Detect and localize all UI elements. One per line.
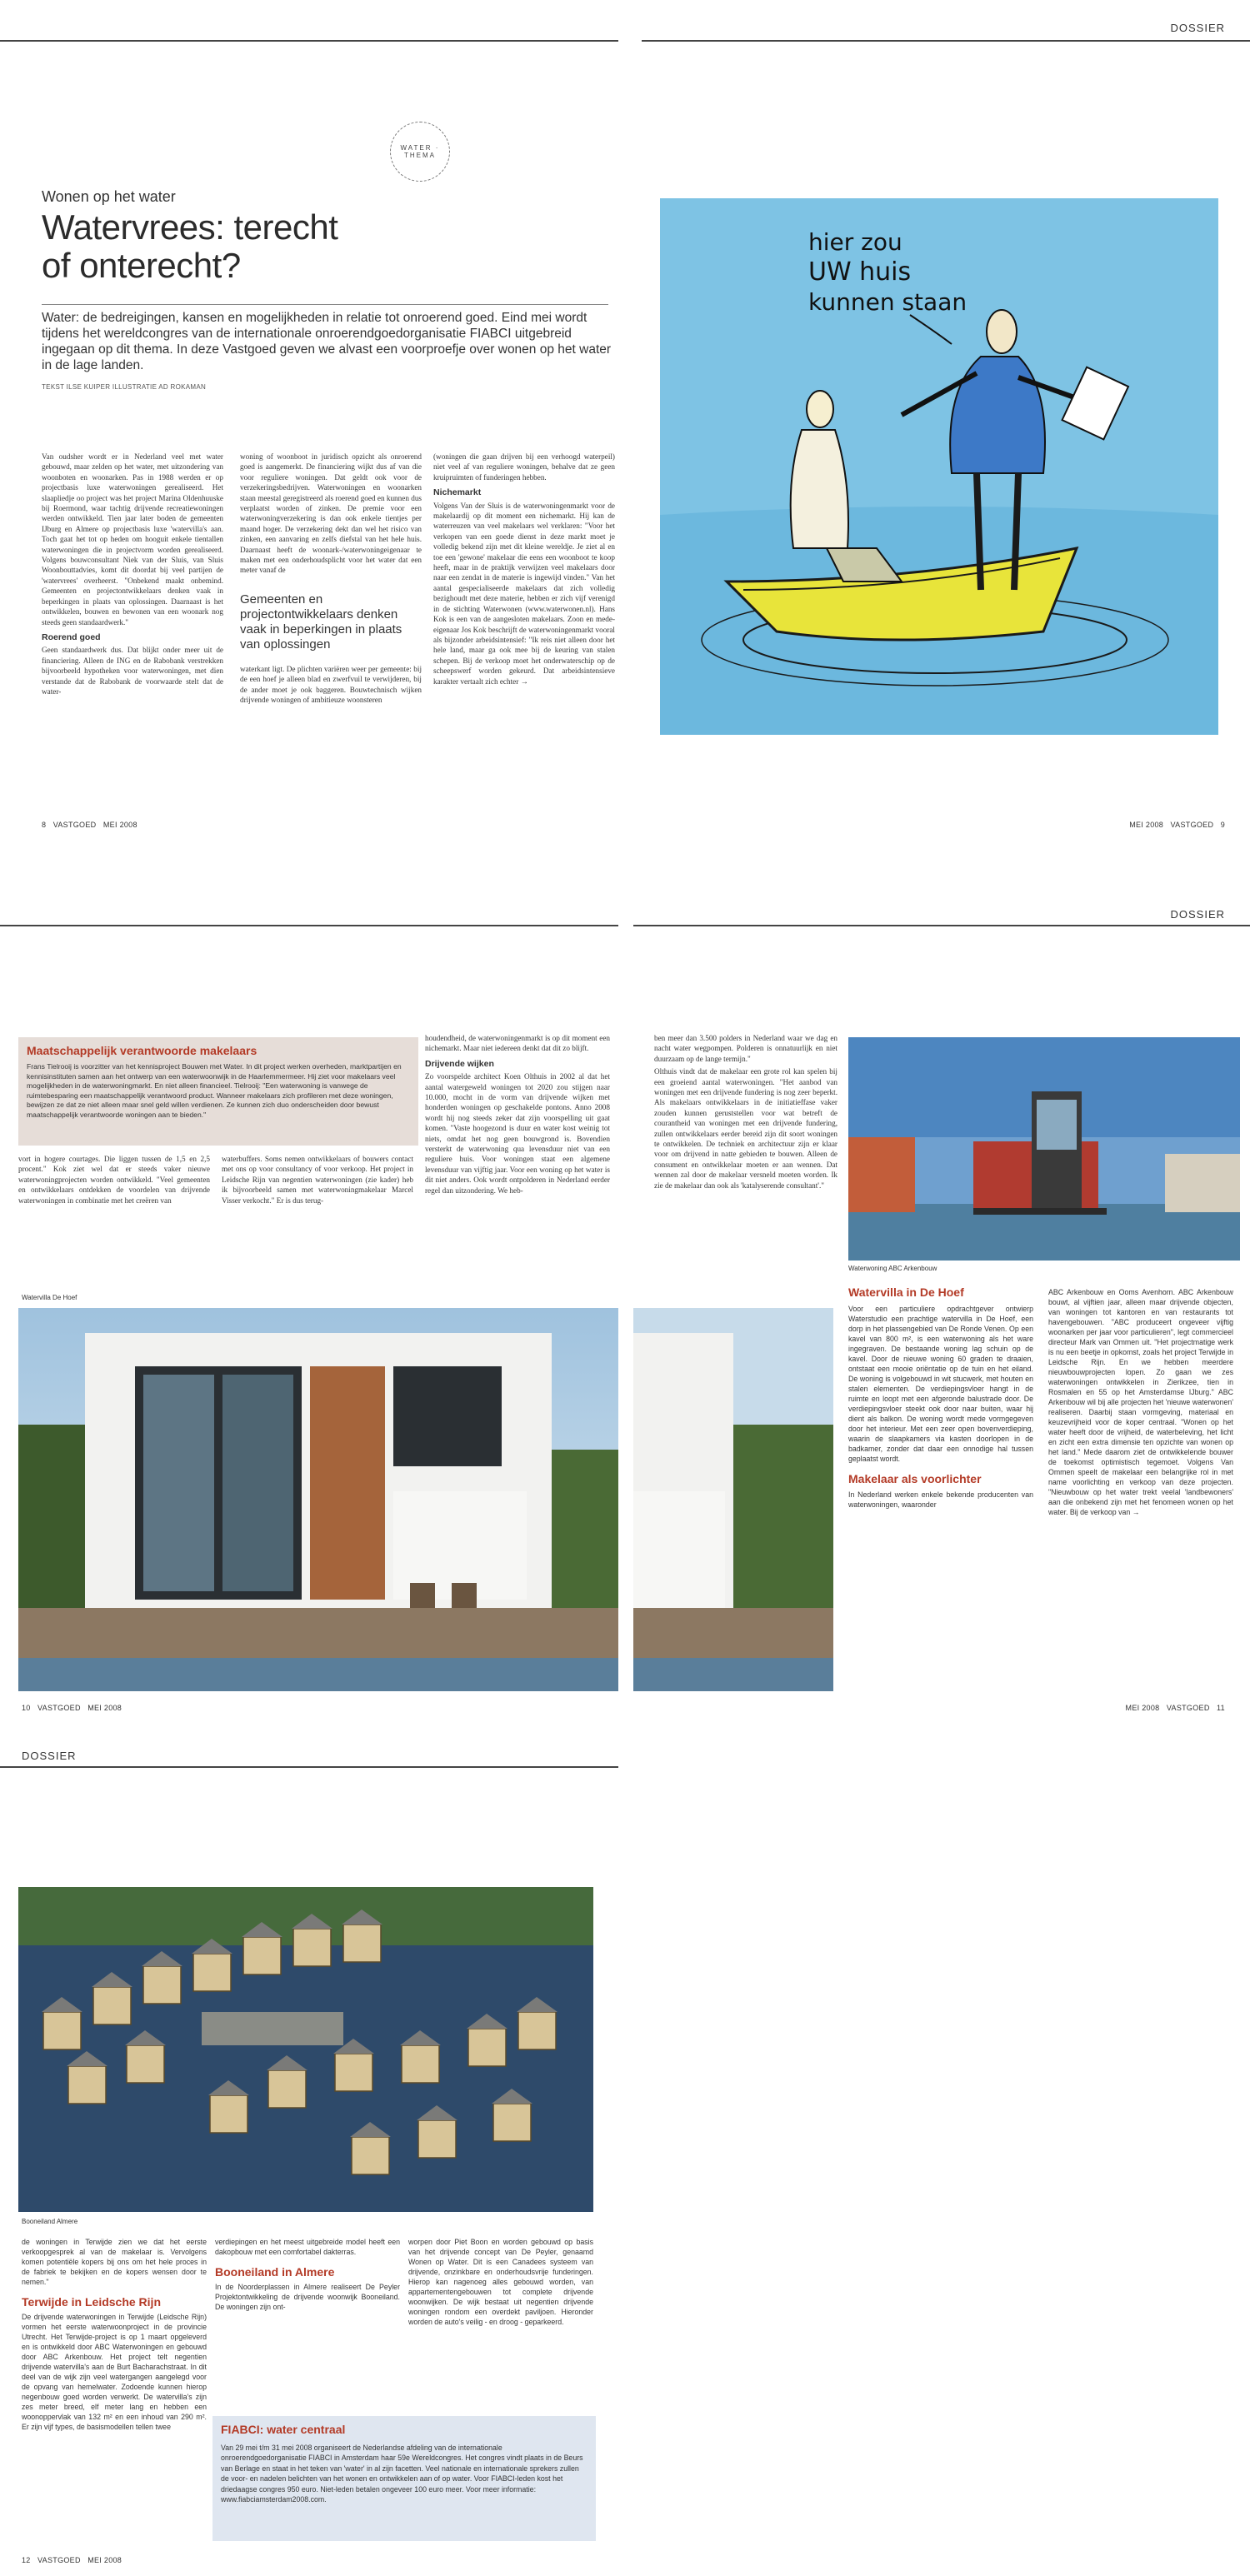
page-number: 8 xyxy=(42,821,47,829)
magazine-name: VASTGOED xyxy=(38,1704,81,1712)
col3-text: worpen door Piet Boon en worden gebouwd op basis van het drijvende concept van De Peyler, genaamd Wonen op Water. Dit is een Canadees systeem van drijvende, onzinkbare en onderhoudsvrije funderingen. Hierop kan nagenoeg alles gebouwd worden, van appartementengebouwen tot complete drijvende woonwijken. De wijk bestaat uit negentien drijvende woningen rondom een overdekt paviljoen. Hieronder worden de auto's veilig - en droog - geparkeerd. xyxy=(408,2238,593,2326)
magazine-name: VASTGOED xyxy=(1166,1704,1210,1712)
makelaar-text: In Nederland werken enkele bekende producenten van waterwoningen, waaronder xyxy=(848,1490,1033,1509)
badge-label: WATER · THEMA xyxy=(400,144,440,159)
col-b-text: waterbuffers. Soms nemen ontwikkelaars of bouwers contact met ons op voor consultancy of voor verkoop. Het project in Leidsche Rijn van negentien waterwoningen (zie kader) heb ik bijvoorbeeld samen met waterwoningmakelaar Marcel Visser verkocht." Er is dus terug- xyxy=(222,1155,413,1205)
svg-text:UW huis: UW huis xyxy=(808,257,912,287)
issue-date: MEI 2008 xyxy=(1129,821,1164,829)
page-8 xyxy=(0,0,618,841)
page-number: 9 xyxy=(1220,821,1225,829)
booneiland-title: Booneiland in Almere xyxy=(215,2265,335,2279)
villa-text: Voor een particuliere opdrachtgever ontwierp Waterstudio een prachtige watervilla in De Hoef, een dorp in het plassengebied van De Ronde Venen. Op een kavel van 800 m², is een waterwoning als het ware ingegraven. De bestaande woning lag schuin op de kavel. Door de nieuwe woning 60 graden te draaien, ontstaat een mooie oriëntatie op de tuin en het eiland. De woning is volgebouwd in wit stucwerk, met houten en stalen elementen. De verdiepingsvloer hangt in de ruimte en loopt met een afgeronde balustrade door. De verdiepingsvloer steekt ook door naar buiten, waar hij dient als balkon. De woning wordt mede vormgegeven door het interieur. Met een zeer open bovenverdieping, waarin de slaapkamers via kasten doorlopen in de badkamer, zonder dat daar een onnodige hal tussen geplaatst wordt. xyxy=(848,1305,1033,1464)
col1-text: Van oudsher wordt er in Nederland veel met water gebouwd, maar zelden op het water, met uitzondering van woonboten en woonarken. Pas in 1988 werden er op projectbasis luxe waterwoningen gerealiseerd. Het slaapliedje oo project was het project Marina Oldenhuuske bij Roermond, waar tachtig drijvende recreatiewoningen werden ontwikkeld. Tien jaar later boden de gemeenten IJburg en Almere op projectbasis luxe 'watervilla's aan. Toch gaat het tot op heden om hooguit enkele tientallen waterwoningen die in projectvorm worden gerealiseerd. Volgens bouwconsultant Niek van der Sluis, van Sluis Woonbouttadvies, komt dit doordat bij veel partijen de 'watervrees' overheerst. "Onbekend maakt onbemind. Gemeenten en projectontwikkelaars denken vaak in beperkingen in plaats van oplossingen. Daarnaast is het ontwikkelen, bouwen en bewonen van een woonark nog steeds geen standaardwerk." xyxy=(42,452,223,627)
col3-subhead: Nichemarkt xyxy=(433,487,482,498)
column-1 xyxy=(42,452,223,801)
abc-photo xyxy=(848,1037,1240,1261)
cartoon-text: hier zou xyxy=(808,228,902,256)
column-d xyxy=(654,1033,838,1221)
col2-text: verdiepingen en het meest uitgebreide model heeft een dakopbouw met een comfortabel dakterras. xyxy=(215,2238,400,2256)
photo-caption-villa: Watervilla De Hoef xyxy=(22,1294,78,1301)
col-c-text: houdendheid, de waterwoningenmarkt is op dit moment een nichemarkt. Maar niet iedereen denkt dat dit zo blijft. xyxy=(425,1034,610,1053)
column-1 xyxy=(22,2237,207,2554)
column-2 xyxy=(240,452,422,801)
water-thema-badge xyxy=(390,122,450,182)
magazine-name: VASTGOED xyxy=(1170,821,1214,829)
kicker: Wonen op het water xyxy=(42,188,176,205)
top-rule xyxy=(0,925,618,926)
cartoon-svg xyxy=(660,198,1218,735)
col2-text2: In de Noorderplassen in Almere realiseert De Peyler Projektontwikkeling de drijvende woonwijk Booneiland. De woningen zijn ont- xyxy=(215,2283,400,2312)
spread-pages-10-11 xyxy=(0,900,1250,1741)
page-10 xyxy=(0,900,618,1741)
title-line-1: Watervrees: terecht xyxy=(42,207,338,247)
page-footer-left xyxy=(22,1704,122,1712)
col3-text: (woningen die gaan drijven bij een verhoogd waterpeil) niet veel af van reguliere woningen, behalve dat ze geen kruipruimten of funderingen hebben. xyxy=(433,452,615,482)
page-footer xyxy=(22,2556,122,2564)
title-line-2: of onterecht? xyxy=(42,246,241,285)
page-footer-left xyxy=(42,821,138,829)
villa-photo-continued xyxy=(633,1308,833,1691)
villa-photo xyxy=(18,1308,618,1691)
photo-caption-abc: Waterwoning ABC Arkenbouw xyxy=(848,1265,938,1272)
pull-quote: Gemeenten en projectontwikkelaars denken vaak in beperkingen in plaats van oplossingen xyxy=(240,592,402,651)
page-footer-right xyxy=(1126,1704,1225,1712)
top-rule xyxy=(642,40,1250,42)
cartoon-illustration xyxy=(660,198,1218,735)
column-3 xyxy=(433,452,615,801)
issue-date: MEI 2008 xyxy=(88,2556,122,2564)
issue-date: MEI 2008 xyxy=(102,821,138,829)
col3-text2: Volgens Van der Sluis is de waterwoningenmarkt voor de makelaardij op dit moment een nichemarkt. Hij kan de waterreuzen van veel makelaars wel verklaren: "Voor het verkopen van een goede dienst in deze markt moet je volledig bekend zijn met dit kleine wereldje. Je ziet al en toe een 'gewone' makelaar die eens een woonboot te koop heeft, maar in de praktijk verwijzen veel makelaars door naar een zendat in de materie is ingewijd vinden." Van het aantal gespecialiseerde makelaars dat zich volledig bezighoudt met deze materie, hebben er zich vijf verenigd in de stichting Waterwonen (www.waterwonen.nl). Hans Kok is een van de aangesloten makelaars. Zoon en mede-eigenaar Jos Kok beschrijft de waterwoningenmarkt vooral als bijzonder arbeidsintensief: "Ik reis niet alleen door het hele land, maar ga ook mee bij de keuring van stalen schepen. Bij de verkoop moet het onderwaterschip op de scheepswerf worden gekeurd. Dat arbeidsintensieve karakter vertaalt zich echter → xyxy=(433,501,615,686)
page-9 xyxy=(633,0,1250,841)
col2-text: woning of woonboot in juridisch opzicht als onroerend goed is aangemerkt. De financiering wijkt dus af van die voor reguliere woningen. Dat geldt ook voor de verzekeringsbedrijven. Waterwoningen en woonarken staan meestal geregistreerd als roerend goed en kunnen dus verplaatst worden of zinken. De premie voor een waterwoningverzekering is dan ook enkele tientjes per maand hoger. De verzekering dekt dan wel het risico van zinken, een aanvaring en zelfs diefstal van het hele huis. Daarnaast heeft de woonark-/waterwoningeigenaar te maken met een onderhoudsplicht voor het water dat een meter vanaf de xyxy=(240,452,422,575)
col1-text2: Geen standaardwerk dus. Dat blijkt onder meer uit de financiering. Alleen de ING en de Rabobank verstrekken bijvoorbeeld hypotheken voor waterwoningen, met dien verstande dat de Rabobank de voorwaarde stelt dat de water- xyxy=(42,646,223,696)
col2-text2: waterkant ligt. De plichten variëren weer per gemeente: bij de een hoef je alleen blad en zwerfvuil te verwijderen, bij de ander moet je ook baggeren. Bouwtechnisch wijken drijvende woningen of ambitieuze woonsteren xyxy=(240,664,422,705)
fiabci-text: Van 29 mei t/m 31 mei 2008 organiseert de Nederlandse afdeling van de internationale onroerendgoedorganisatie FIABCI in Amsterdam haar 59e Wereldcongres. Het congres vindt plaats in de Beurs van Berlage en staat in het teken van 'water' in al zijn facetten. Veel nationale en internationale sprekers zullen de voor- en nadelen belichten van het wonen en ontwikkelen aan of op water. Voor FIABCI-leden kost het driedaagse congres 950 euro. Niet-leden betalen ongeveer 100 euro meer. Voor meer informatie: www.fiabciamsterdam2008.com. xyxy=(221,2444,583,2504)
box-text: Frans Tielrooij is voorzitter van het kennisproject Bouwen met Water. In dit project werken overheden, marktpartijen en kennisinstituten samen aan het ontwerp van een waterwoonwijk in de Haarlemmermeer. Hij ziet voor makelaars veel mogelijkheden in de waterwoningmarkt. En niet alleen financieel. Tielrooij: "Een waterwoning is vanwege de ruimtebesparing een maatschappelijk verantwoord product. Wanneer makelaars zich profileren met deze woningen, bewijzen ze dat ze niet alleen maar snel geld willen verdienen. Ze kunnen zich duo onderscheiden door bewust maatschappelijk verantwoorde woningen aan te bieden." xyxy=(27,1062,402,1119)
abc-photo-svg xyxy=(848,1037,1240,1261)
top-rule xyxy=(0,1766,618,1768)
col1-text: de woningen in Terwijde zien we dat het eerste verkoopgesprek al van de makelaar is. Vervolgens komen potentiële kopers bij ons om het hele proces in de fabriek te bekijken en de kopers wensen door te nemen." xyxy=(22,2238,207,2286)
fiabci-box xyxy=(212,2416,596,2541)
magazine-name: VASTGOED xyxy=(38,2556,81,2564)
magazine-name: VASTGOED xyxy=(52,821,97,829)
booneiland-photo-svg xyxy=(18,1887,593,2212)
top-rule xyxy=(633,925,1250,926)
col1-text2: De drijvende waterwoningen in Terwijde (Leidsche Rijn) vormen het eerste waterwoonproject in de provincie Utrecht. Het Terwijde-project is op 1 maart opgeleverd en is ontwikkeld door ABC Waterwoningen en gebouwd door ABC Arkenbouw. Het project telt negentien drijvende watervilla's aan de Burt Bacharachstraat. In dit deel van de wijk zijn veel watergangen aangelegd voor de opvang van hemelwater. Zodoende kunnen hierop negenbouw goed worden verwerkt. De watervilla's zijn zes meter breed, elf meter lang en hebben een woonoppervlak van 132 m² en een inhoud van 290 m². Er zijn vijf types, de basismodellen tellen twee xyxy=(22,2313,207,2432)
photo-caption-booneiland: Booneiland Almere xyxy=(22,2218,78,2225)
page-11 xyxy=(633,900,1250,1741)
column-villa xyxy=(848,1287,1033,1687)
spread-pages-8-9 xyxy=(0,0,1250,841)
page-title xyxy=(42,208,338,285)
page-12 xyxy=(0,1741,618,2576)
column-b xyxy=(222,1154,413,1221)
column-2 xyxy=(215,2237,400,2354)
col1-subhead: Roerend goed xyxy=(42,632,101,642)
page-footer-right xyxy=(1129,821,1225,829)
intro-text: Water: de bedreigingen, kansen en mogelijkheden in relatie tot onroerend goed. Eind mei wordt tijdens het wereldcongres van de internationale onroerendgoedorganisatie FIABCI uitgebreid ingegaan op dit thema. In deze Vastgoed geven we alvast een voorproefje over wonen op het water in de lage landen. xyxy=(42,311,612,372)
issue-date: MEI 2008 xyxy=(1125,1704,1160,1712)
dossier-label: DOSSIER xyxy=(22,1750,77,1762)
col-d-text2: Olthuis vindt dat de makelaar een grote rol kan spelen bij een groeiend aantal waterwoningen. "Het aanbod van woningen met een drijvende fundering is nog zeer beperkt. Als makelaars ontwikkelaars in de initiatieffase vaker zouden kunnen geruststellen voor wat betreft de courantheid van woningen met een drijvende fundering, zullen ontwikkelaars eerder bereid zijn dit soort woningen te ontwikkelen. De techniek en architectuur zijn er klaar voor om drijvend in natte gebieden te bouwen. Alleen de consument en ontwikkelaar moeten er aan wennen. Dat wennen zal door de makelaar versneld moeten worden. Ik zie de makelaar dan ook als 'katalyserende consultant'." xyxy=(654,1067,838,1190)
col-c-subhead: Drijvende wijken xyxy=(425,1058,494,1069)
intro-rule xyxy=(42,304,608,305)
dossier-label: DOSSIER xyxy=(1170,22,1225,34)
svg-text:kunnen staan: kunnen staan xyxy=(808,288,968,316)
column-c xyxy=(425,1033,610,1221)
villa-title: Watervilla in De Hoef xyxy=(848,1287,964,1299)
credits: TEKST ILSE KUIPER ILLUSTRATIE AD ROKAMAN xyxy=(42,383,207,391)
sidebar-box xyxy=(18,1037,418,1146)
page-number: 12 xyxy=(22,2556,31,2564)
col-a-text: vort in hogere courtages. Die liggen tussen de 1,5 en 2,5 procent." Kok ziet wel dat er steeds vaker nieuwe waterwoningprojecten worden ontwikkeld. "Veel gemeenten en ontwikkelaars ontdekken de voordelen van drijvende waterwoningen in combinatie met het creëren van xyxy=(18,1155,210,1205)
villa-photo-right-svg xyxy=(633,1308,833,1691)
villa-photo-svg xyxy=(18,1308,618,1691)
box-title: Maatschappelijk verantwoorde makelaars xyxy=(27,1044,258,1057)
fiabci-title: FIABCI: water centraal xyxy=(221,2423,346,2436)
spread-page-12 xyxy=(0,1741,1250,2576)
terwijde-title: Terwijde in Leidsche Rijn xyxy=(22,2295,161,2309)
col-c-text2: Zo voorspelde architect Koen Olthuis in 2002 al dat het aantal watergeweld woningen tot 2020 zou stijgen naar 10.000, mocht in de vorm van drijvende wijken met honderden woningen op geschakelde pontons. Anno 2008 wordt hij nog steeds zeker dat zijn voorspelling uit gaat komen. "Vaste hoogezond is duur en water kost weinig tot niets, omdat het nog geen bouwgrond is. Bovendien versterkt de waterwoning qua levensduur niet van een reguliere huis. Voor woningen staat een algemene levensduur van vijftig jaar. Voor een woning op het water is dit niet anders. Ook wordt ontpolderen in Nederland eerder regel dan uitzondering. We heb- xyxy=(425,1072,610,1195)
dossier-label: DOSSIER xyxy=(1170,908,1225,921)
top-rule xyxy=(0,40,618,42)
issue-date: MEI 2008 xyxy=(88,1704,122,1712)
page-number: 10 xyxy=(22,1704,31,1712)
col-e-text: ABC Arkenbouw en Ooms Avenhorn. ABC Arkenbouw bouwt, al vijftien jaar, alleen maar drijvende objecten, van woningen tot kantoren en van restaurants tot havengebouwen. "ABC produceert ongeveer vijftig woonarken per jaar voor particulieren", legt commercieel directeur Mark van Ommen uit. "Het projectmatige werk is nu een beetje in opkomst, zoals het project Terwijde in Leidsche Rijn. En we hebben meerdere nieuwbouwprojecten lopen. Zo gaan we zes waterwoningen ontwikkelen in Zierikzee, tien in Rosmalen en 55 op het Amsterdamse IJburg." ABC Arkenbouw wil bij alle projecten het 'nieuwe waterwonen' realiseren. Daarbij staan vormgeving, materiaal en keuzevrijheid voor de koper centraal. "Wonen op het water heeft door de vrijheid, de waterbeleving, het licht en zicht een extra dimensie ten opzichte van wonen op het land." Mede daarom ziet de ontwikkelende bouwer de toekomst optimistisch tegemoet. Volgens Van Ommen speelt de makelaar een belangrijke rol in met name voorlichting en verkoop van deze projecten. "Nieuwbouw op het water trekt veelal 'landbewoners' aan die onbekend zijn met het fenomeen wonen op het water. Bij de verkoop van → xyxy=(1048,1288,1233,1516)
page-number: 11 xyxy=(1217,1704,1225,1712)
booneiland-photo xyxy=(18,1887,593,2212)
column-e xyxy=(1048,1287,1233,1687)
makelaar-title: Makelaar als voorlichter xyxy=(848,1472,982,1486)
col-d-text: ben meer dan 3.500 polders in Nederland waar we dag en nacht water wegpompen. Polderen is onnatuurlijk en niet duurzaam op de lange termijn." xyxy=(654,1034,838,1063)
column-a xyxy=(18,1154,210,1221)
column-3 xyxy=(408,2237,593,2354)
